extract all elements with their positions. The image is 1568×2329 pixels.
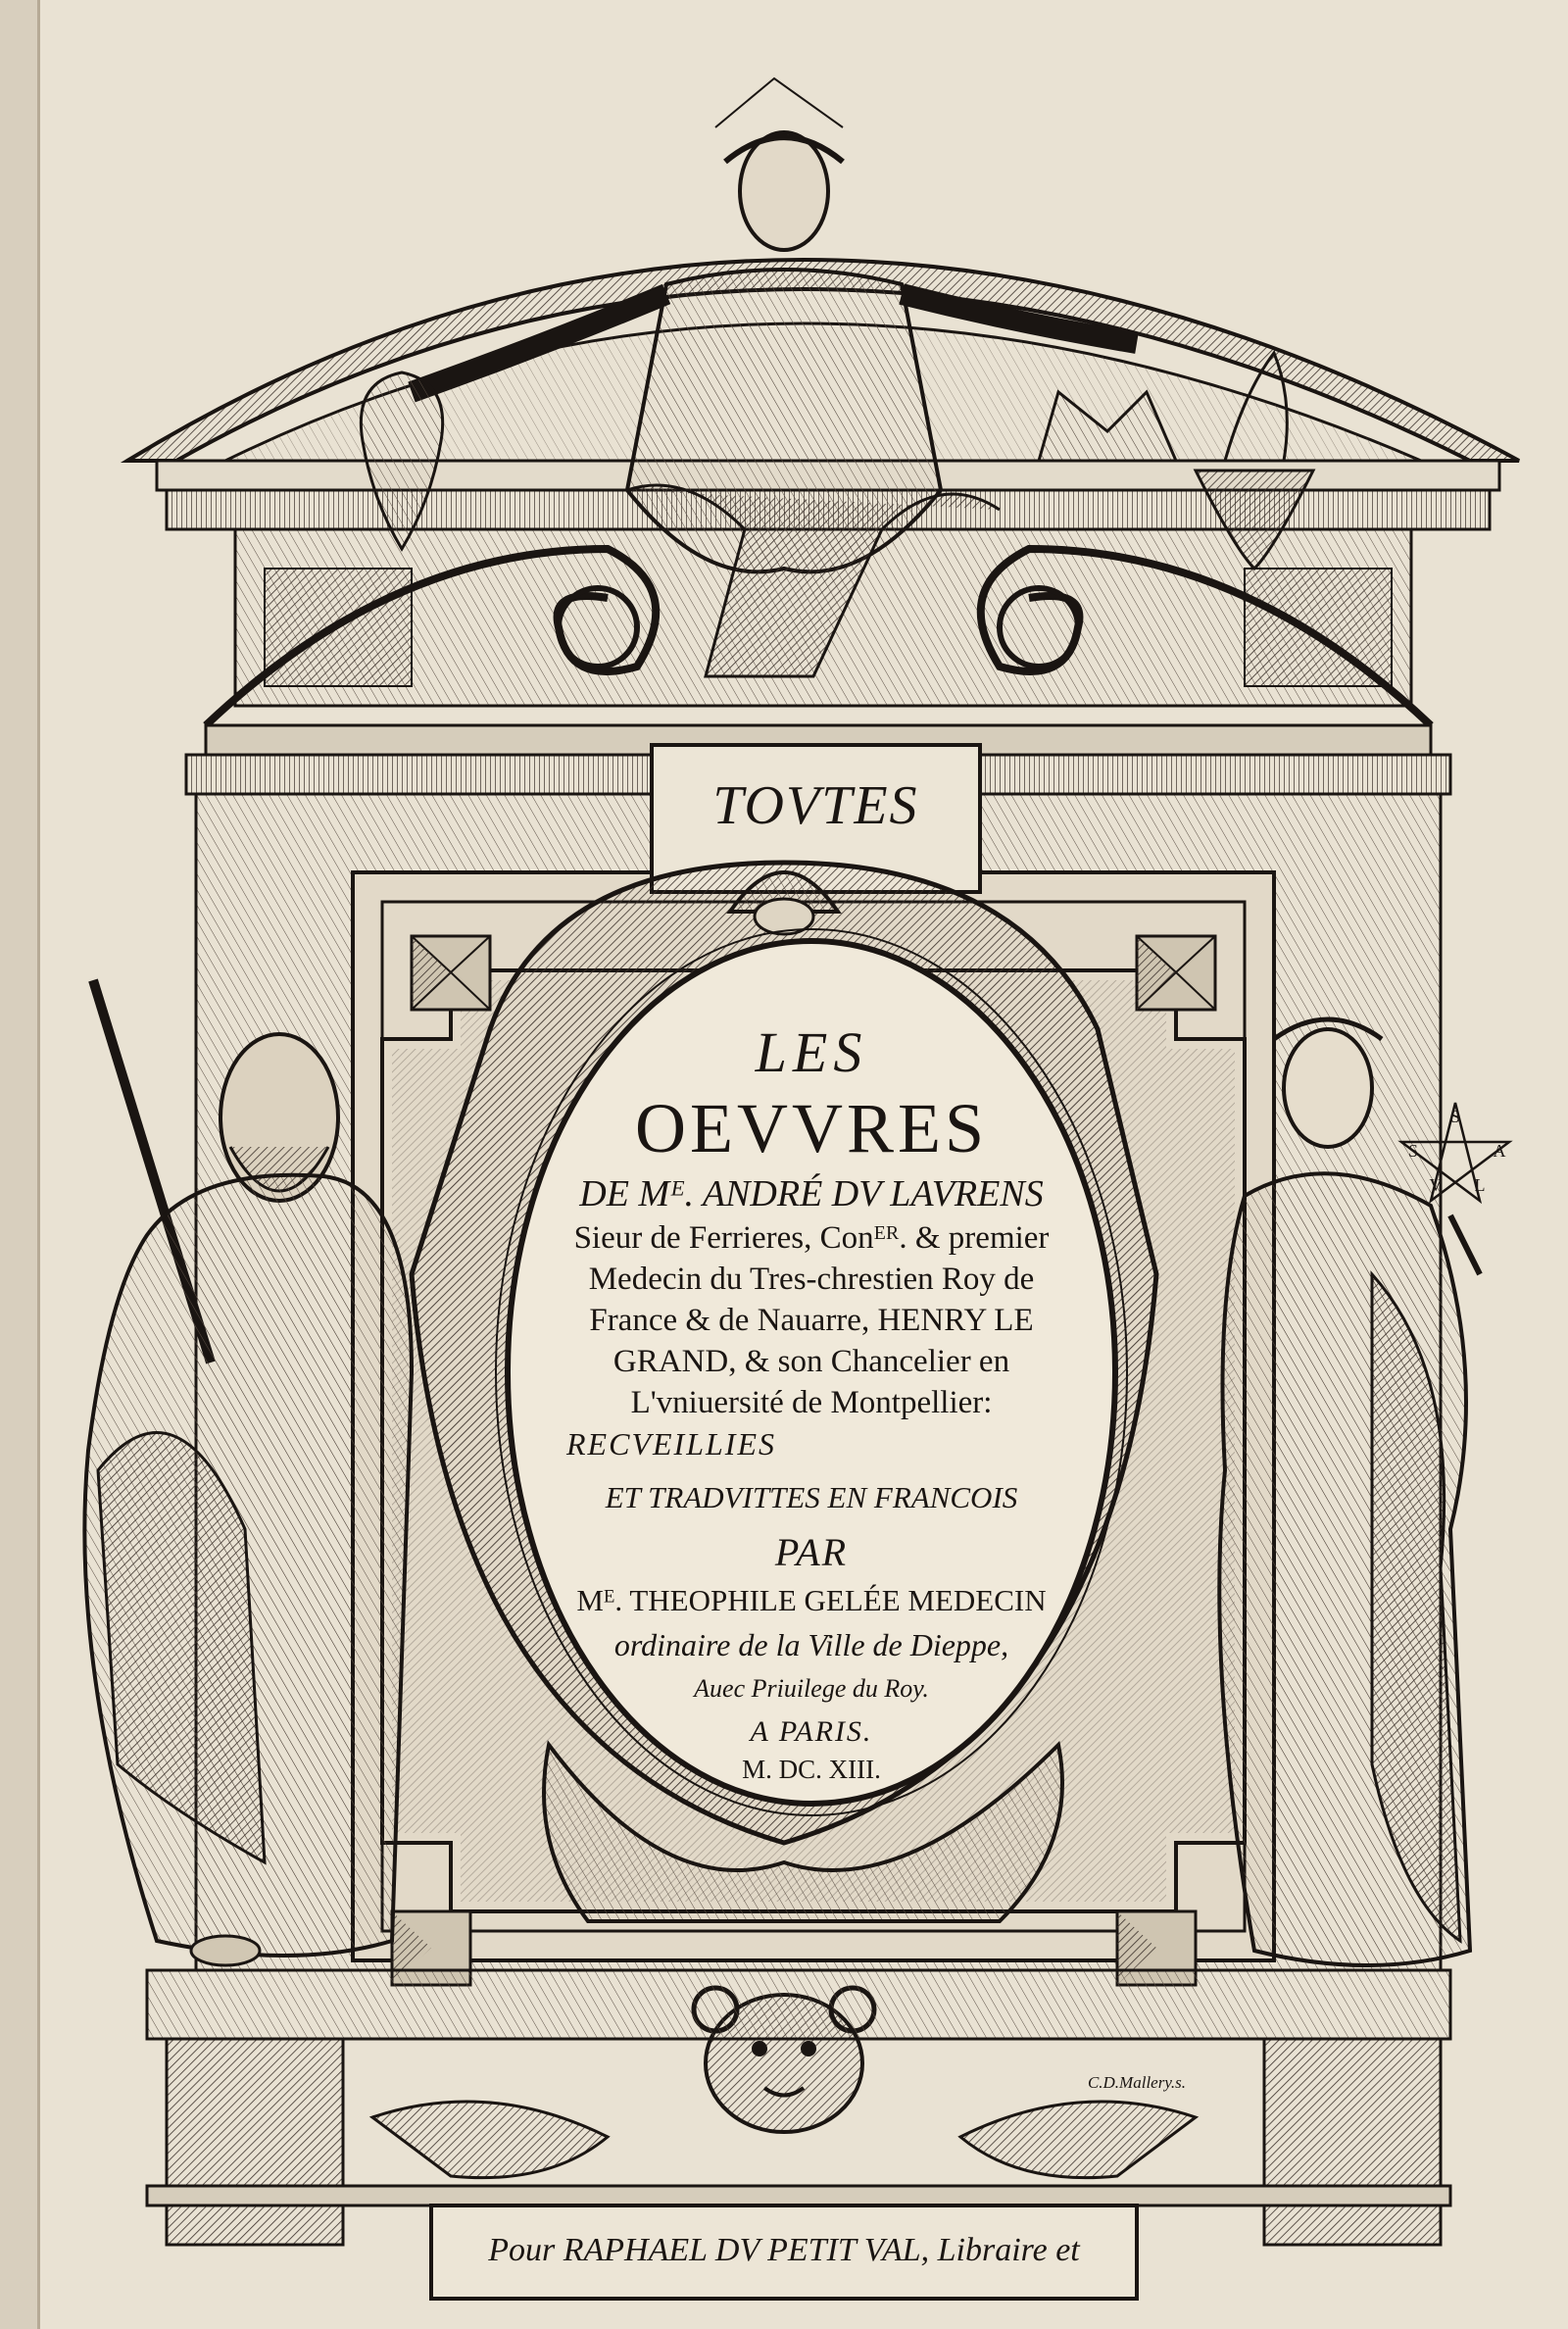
pentagram-letter-s2: S (1407, 1141, 1419, 1161)
title-line-4: GRAND, & son Chancelier en (612, 1344, 1010, 1379)
author-line: DE Mᴱ. ANDRÉ DV LAVRENS (579, 1173, 1044, 1214)
pentagram-letter-v: V (1429, 1175, 1443, 1195)
par-text: PAR (774, 1530, 849, 1574)
binding-edge (0, 0, 39, 2329)
pentagram-letter-a: A (1493, 1141, 1506, 1161)
translator-line: Mᴱ. THEOPHILE GELÉE MEDECIN (576, 1583, 1047, 1617)
date-line: M. DC. XIII. (742, 1755, 881, 1784)
boss-top-left (412, 936, 490, 1010)
title-line-1: Sieur de Ferrieres, Conᴱᴿ. & premier (573, 1220, 1050, 1256)
oeuvres-heading: OEVVRES (634, 1089, 988, 1167)
engraver-signature: C.D.Mallery.s. (1087, 2073, 1187, 2092)
place-line: A PARIS. (750, 1715, 873, 1748)
les-text: LES (755, 1020, 868, 1084)
toutes-text: TOVTES (712, 775, 919, 836)
title-line-3: France & de Nauarre, HENRY LE (589, 1303, 1034, 1338)
ordinaire-line: ordinaire de la Ville de Dieppe, (613, 1627, 1009, 1662)
title-line-2: Medecin du Tres-chrestien Roy de (588, 1262, 1035, 1297)
traduittes-text: ET TRADVITTES EN FRANCOIS (605, 1480, 1018, 1514)
recueillies-text: RECVEILLIES (566, 1426, 776, 1462)
publisher-line: Pour RAPHAEL DV PETIT VAL, Libraire et (488, 2232, 1080, 2268)
privilege-line: Auec Priuilege du Roy. (694, 1674, 929, 1703)
pentagram-letter-s1: S (1449, 1107, 1461, 1126)
boss-top-right (1137, 936, 1215, 1010)
title-line-5: L'vniuersité de Montpellier: (630, 1385, 993, 1420)
pentagram-letter-l: L (1474, 1175, 1486, 1195)
